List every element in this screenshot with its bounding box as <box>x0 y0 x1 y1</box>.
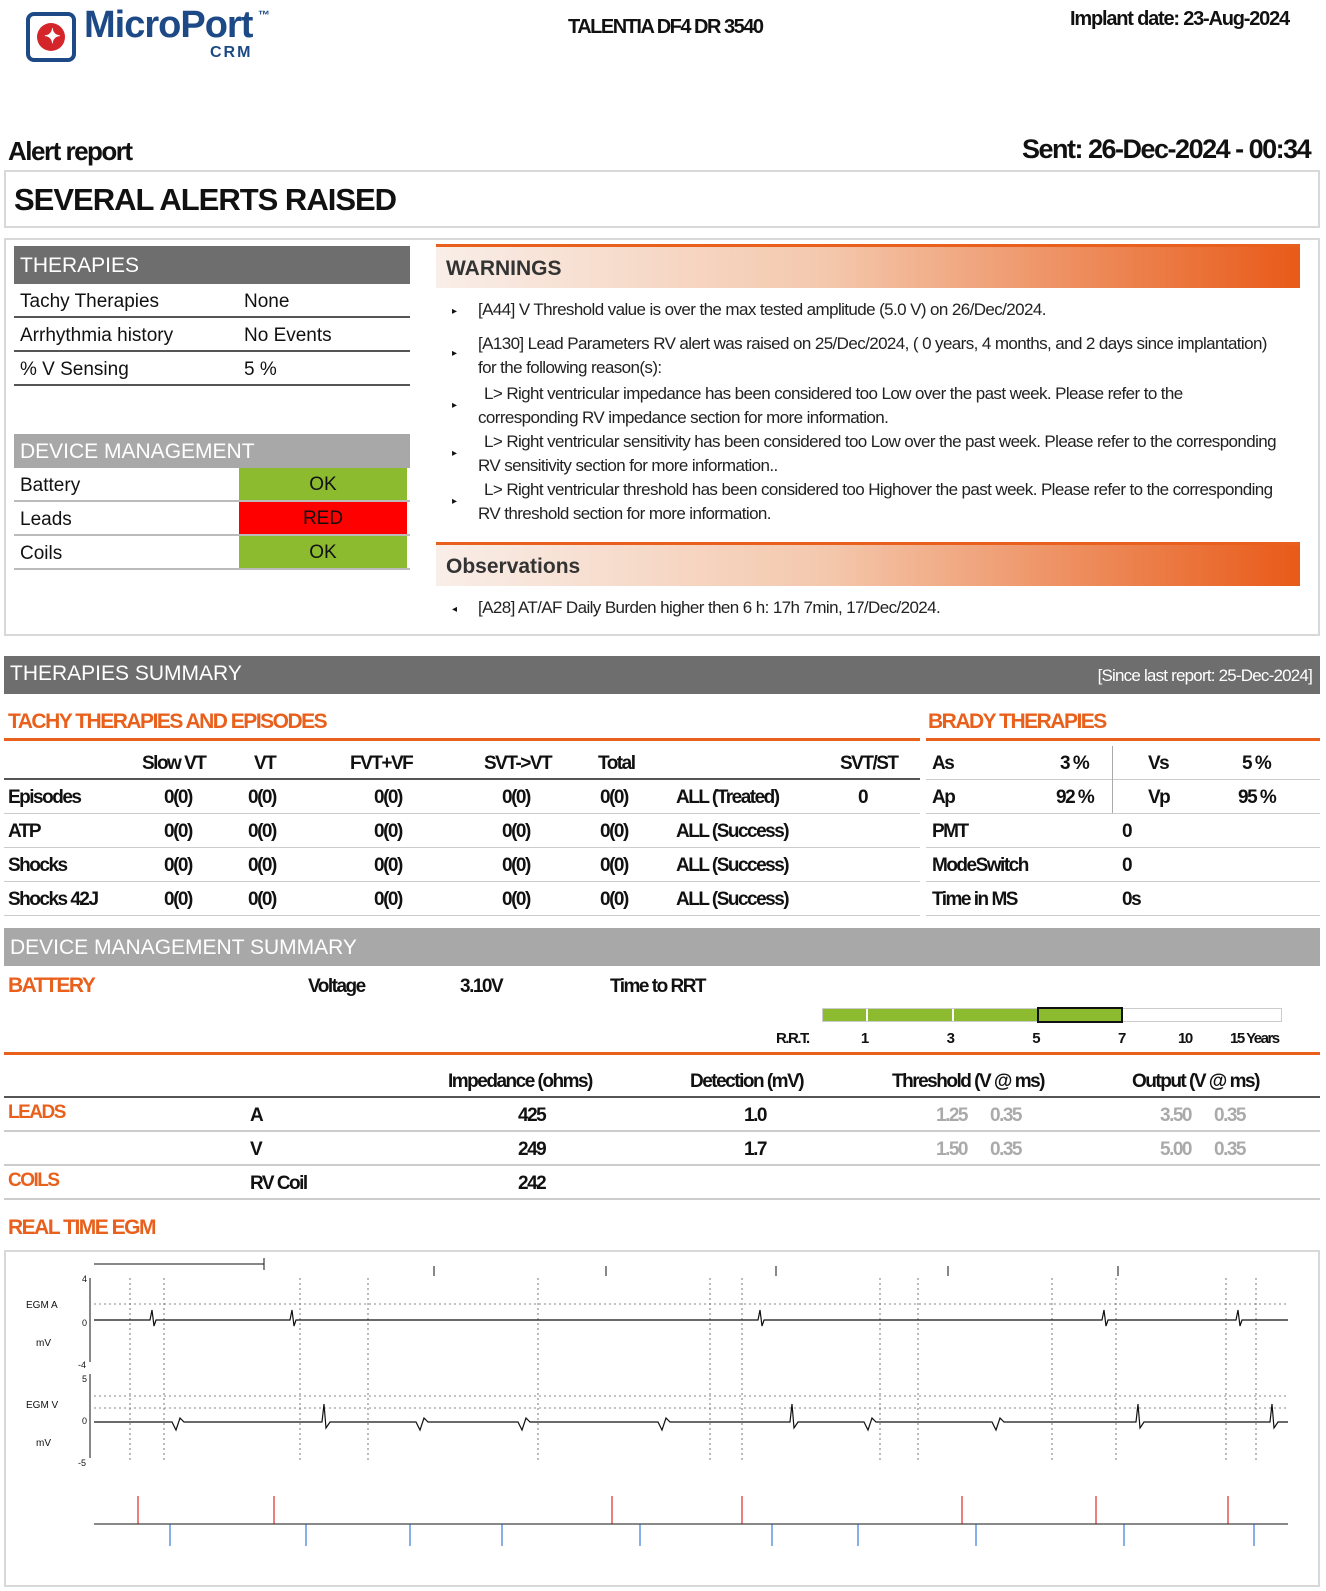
therapy-row: Arrhythmia history No Events <box>14 318 410 352</box>
coils-title: COILS <box>8 1170 59 1191</box>
device-status-row: Coils OK <box>14 536 410 570</box>
gauge-divider <box>952 1009 954 1021</box>
row-label: Episodes <box>8 787 81 808</box>
gauge-scale-label: R.R.T. <box>776 1030 809 1047</box>
bullet-icon: ◂ <box>452 604 458 615</box>
brady-row: Time in MS 0s <box>926 882 1320 916</box>
therapies-header: THERAPIES <box>14 246 410 284</box>
battery-gauge-fill <box>823 1009 1037 1021</box>
egm-title: REAL TIME EGM <box>8 1216 155 1239</box>
therapies-panel <box>14 246 410 386</box>
leads-header-row <box>4 1064 1320 1098</box>
logo-subtitle: CRM <box>210 44 253 61</box>
sub-arrow-icon: L> <box>484 432 503 451</box>
warnings-panel <box>436 244 1300 534</box>
gauge-scale-label: 7 <box>1118 1030 1125 1047</box>
col-header: SVT/ST <box>840 753 898 774</box>
tachy-header-row <box>4 746 920 780</box>
table-cell: 0(0) <box>248 787 276 808</box>
table-cell: 0(0) <box>374 889 402 910</box>
report-title: Alert report <box>8 136 132 166</box>
table-cell: 0(0) <box>600 787 628 808</box>
sub-arrow-icon: L> <box>484 480 503 499</box>
brady-row: PMT 0 <box>926 814 1320 848</box>
warning-subitem: L> Right ventricular impedance has been considered too Low over the past week. Please refer to the corresponding RV impedance section for more information. <box>478 384 1183 427</box>
device-management-summary-bar: DEVICE MANAGEMENT SUMMARY <box>4 928 1320 966</box>
table-cell: 0(0) <box>164 889 192 910</box>
tachy-row <box>4 780 920 814</box>
divider <box>926 738 1320 741</box>
gauge-divider <box>866 1009 868 1021</box>
table-cell: 0(0) <box>600 889 628 910</box>
time-to-rrt-label: Time to RRT <box>610 976 706 997</box>
therapy-row: Tachy Therapies None <box>14 284 410 318</box>
warning-subitem: L> Right ventricular sensitivity has been considered too Low over the past week. Please refer to the corresponding RV sensitivity section for more information.. <box>478 432 1277 475</box>
device-management-header: DEVICE MANAGEMENT <box>14 434 410 468</box>
observations-panel <box>436 542 1300 632</box>
coil-row: COILS RV Coil 242 <box>4 1166 1320 1200</box>
device-management-panel <box>14 434 410 570</box>
bullet-icon: ▸ <box>452 448 458 459</box>
bullet-icon: ▸ <box>452 348 458 359</box>
egm-tick: -5 <box>78 1458 87 1468</box>
table-cell: 0(0) <box>502 855 530 876</box>
table-cell: ALL (Treated) <box>676 787 779 808</box>
egm-channel-v-label: EGM V <box>26 1400 59 1411</box>
lead-row-a: LEADS A 425 1.0 1.25 0.35 3.50 0.35 <box>4 1098 1320 1132</box>
lead-row-v: V 249 1.7 1.50 0.35 5.00 0.35 <box>4 1132 1320 1166</box>
voltage-label: Voltage <box>308 976 365 997</box>
tachy-row <box>4 848 920 882</box>
col-header: Threshold (V @ ms) <box>892 1071 1044 1092</box>
leads-title: LEADS <box>8 1102 65 1123</box>
table-cell: 0(0) <box>248 855 276 876</box>
gauge-scale-label: 3 <box>946 1030 954 1047</box>
table-cell: 0(0) <box>502 787 530 808</box>
brady-row: As 3 % Vs 5 % <box>926 746 1320 780</box>
egm-unit-a: mV <box>36 1338 51 1349</box>
table-cell: 0(0) <box>374 787 402 808</box>
warning-subitem: L> Right ventricular threshold has been considered too Highover the past week. Please refer to the corresponding RV threshold section for more information. <box>478 480 1273 523</box>
logo-text: MicroPort <box>84 4 253 46</box>
status-badge: OK <box>239 536 407 568</box>
table-cell: 0(0) <box>248 889 276 910</box>
table-cell: 0(0) <box>164 855 192 876</box>
egm-tick: -4 <box>78 1360 87 1370</box>
alert-summary-panel <box>4 238 1320 636</box>
col-header: Output (V @ ms) <box>1132 1071 1259 1092</box>
tachy-row <box>4 814 920 848</box>
battery-gauge-marker <box>1037 1007 1123 1023</box>
warning-item: [A44] V Threshold value is over the max tested amplitude (5.0 V) on 26/Dec/2024. <box>478 300 1046 319</box>
device-model: TALENTIA DF4 DR 3540 <box>568 16 763 38</box>
col-header: FVT+VF <box>350 753 413 774</box>
table-cell: 0(0) <box>502 821 530 842</box>
sent-timestamp: Sent: 26-Dec-2024 - 00:34 <box>1022 134 1311 164</box>
egm-unit-v: mV <box>36 1438 51 1449</box>
therapy-row: % V Sensing 5 % <box>14 352 410 386</box>
divider <box>4 738 920 741</box>
egm-trace-chart <box>6 1252 1318 1585</box>
status-badge: OK <box>239 468 407 500</box>
brady-row: ModeSwitch 0 <box>926 848 1320 882</box>
gauge-scale-label: 1 <box>860 1030 868 1047</box>
device-status-row: Battery OK <box>14 468 410 502</box>
egm-tick: 5 <box>82 1374 88 1384</box>
egm-channel-a-label: EGM A <box>26 1300 58 1311</box>
row-label: Shocks 42J <box>8 889 98 910</box>
table-cell: 0(0) <box>164 821 192 842</box>
since-last-report: [Since last report: 25-Dec-2024] <box>1097 666 1312 685</box>
table-cell: 0(0) <box>374 855 402 876</box>
battery-title: BATTERY <box>8 974 95 997</box>
tachy-section-title: TACHY THERAPIES AND EPISODES <box>8 710 327 733</box>
battery-gauge <box>822 1008 1282 1022</box>
logo-trademark: ™ <box>258 8 270 22</box>
table-cell: 0(0) <box>502 889 530 910</box>
egm-tick: 0 <box>82 1318 88 1328</box>
table-cell: 0(0) <box>600 821 628 842</box>
warning-item: [A130] Lead Parameters RV alert was raised on 25/Dec/2024, ( 0 years, 4 months, and 2 days since implantation) for the following reason(s): <box>478 334 1267 377</box>
gauge-scale-label: 15 Years <box>1230 1030 1279 1047</box>
sub-arrow-icon: L> <box>484 384 503 403</box>
status-badge: RED <box>239 502 407 534</box>
warnings-header: WARNINGS <box>436 244 1300 288</box>
device-status-row: Leads RED <box>14 502 410 536</box>
row-label: ATP <box>8 821 41 842</box>
table-cell: ALL (Success) <box>676 821 789 842</box>
bullet-icon: ▸ <box>452 306 458 317</box>
gauge-scale-label: 10 <box>1178 1030 1192 1047</box>
bullet-icon: ▸ <box>452 400 458 411</box>
table-cell: ALL (Success) <box>676 889 789 910</box>
table-cell: 0(0) <box>164 787 192 808</box>
col-header: Detection (mV) <box>690 1071 804 1092</box>
col-header: Slow VT <box>142 753 206 774</box>
table-cell: 0 <box>858 787 868 808</box>
col-header: SVT->VT <box>484 753 552 774</box>
row-label: Shocks <box>8 855 67 876</box>
col-header: VT <box>254 753 276 774</box>
observation-item: [A28] AT/AF Daily Burden higher then 6 h: 17h 7min, 17/Dec/2024. <box>478 598 941 617</box>
alert-banner <box>4 170 1320 228</box>
egm-tick: 0 <box>82 1416 88 1426</box>
divider <box>4 1052 1320 1055</box>
gauge-divider <box>1183 1009 1185 1021</box>
brady-row: Ap 92 % Vp 95 % <box>926 780 1320 814</box>
microport-logo-icon: ✦ <box>26 12 76 62</box>
gauge-scale-label: 5 <box>1032 1030 1040 1047</box>
alert-banner-text: SEVERAL ALERTS RAISED <box>14 182 397 217</box>
egm-tick: 4 <box>82 1274 88 1284</box>
table-cell: 0(0) <box>248 821 276 842</box>
therapies-summary-bar <box>4 656 1320 694</box>
implant-date: Implant date: 23-Aug-2024 <box>1070 8 1289 30</box>
brady-section-title: BRADY THERAPIES <box>928 710 1106 733</box>
therapies-summary-title: THERAPIES SUMMARY <box>10 662 242 685</box>
col-header: Total <box>598 753 635 774</box>
table-cell: 0(0) <box>600 855 628 876</box>
table-cell: 0(0) <box>374 821 402 842</box>
bullet-icon: ▸ <box>452 496 458 507</box>
observations-header: Observations <box>436 542 1300 586</box>
voltage-value: 3.10V <box>460 976 503 997</box>
tachy-row <box>4 882 920 916</box>
egm-panel <box>4 1250 1320 1587</box>
col-header: Impedance (ohms) <box>448 1071 592 1092</box>
table-cell: ALL (Success) <box>676 855 789 876</box>
